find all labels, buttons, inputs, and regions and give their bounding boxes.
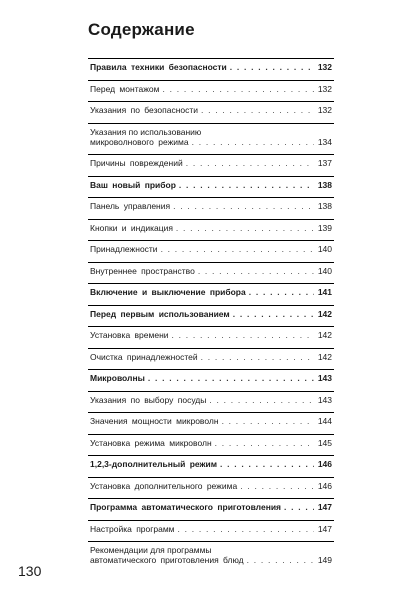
dot-leader bbox=[198, 266, 314, 276]
toc-entry bbox=[88, 305, 334, 327]
toc-entry-label: автоматического приготовления блюд bbox=[90, 555, 244, 565]
dot-leader bbox=[201, 352, 314, 362]
dot-leader bbox=[249, 287, 314, 297]
toc-entry bbox=[88, 348, 334, 370]
toc-entry-label-line: Рекомендации для программы bbox=[90, 545, 212, 555]
toc-entry-page: 138 bbox=[317, 201, 332, 211]
page-title: Содержание bbox=[88, 20, 195, 39]
toc-entry-label: Ваш новый прибор bbox=[90, 179, 176, 190]
toc-entry-label: Кнопки и индикация bbox=[90, 222, 173, 233]
dot-leader bbox=[161, 244, 314, 254]
toc-entry-label: Значения мощности микроволн bbox=[90, 416, 219, 426]
toc-entry bbox=[88, 520, 334, 542]
toc-entry-label: Очистка принадлежностей bbox=[90, 351, 198, 362]
toc-entry bbox=[88, 434, 334, 456]
toc-entry bbox=[88, 58, 334, 80]
dot-leader bbox=[240, 481, 314, 491]
toc-entry-page: 143 bbox=[317, 394, 332, 405]
toc-entry-label: Программа автоматического приготовления bbox=[90, 502, 282, 512]
toc-entry bbox=[88, 219, 334, 241]
toc-entry bbox=[88, 455, 334, 477]
dot-leader bbox=[215, 438, 314, 448]
dot-leader bbox=[179, 180, 314, 190]
dot-leader bbox=[247, 555, 314, 565]
toc-entry-page: 142 bbox=[317, 351, 332, 362]
toc-entry-page: 132 bbox=[317, 83, 332, 94]
toc-entry bbox=[88, 326, 334, 348]
dot-leader bbox=[173, 201, 314, 211]
dot-leader bbox=[230, 62, 314, 72]
toc-entry-label: Указания по безопасности bbox=[90, 105, 199, 115]
toc-entry bbox=[88, 80, 334, 102]
toc-entry-label: Внутреннее пространство bbox=[90, 265, 195, 276]
dot-leader bbox=[192, 137, 314, 147]
toc-entry-page: 146 bbox=[317, 459, 332, 469]
toc-entry bbox=[88, 101, 334, 123]
toc-entry bbox=[88, 262, 334, 284]
toc-entry bbox=[88, 391, 334, 413]
toc-entry-page: 138 bbox=[317, 179, 332, 190]
dot-leader bbox=[162, 84, 314, 94]
toc-entry-label-line: Указания по использованию bbox=[90, 126, 202, 137]
toc-entry bbox=[88, 197, 334, 219]
toc-entry-page: 146 bbox=[317, 480, 332, 491]
toc-entry-page: 140 bbox=[317, 265, 332, 276]
toc-entry-page: 142 bbox=[317, 330, 332, 340]
table-of-contents bbox=[88, 58, 334, 573]
toc-entry-label: Правила техники безопасности bbox=[90, 62, 227, 72]
toc-entry bbox=[88, 477, 334, 499]
toc-entry-label: Указания по выбору посуды bbox=[90, 394, 207, 405]
toc-entry bbox=[88, 541, 334, 573]
toc-entry-page: 149 bbox=[317, 555, 332, 565]
toc-entry-label: Принадлежности bbox=[90, 244, 158, 254]
dot-leader bbox=[233, 309, 314, 319]
dot-leader bbox=[148, 373, 314, 383]
dot-leader bbox=[220, 459, 314, 469]
toc-entry-label: Установка дополнительного режима bbox=[90, 480, 238, 491]
toc-entry-label: Установка времени bbox=[90, 330, 169, 340]
toc-entry bbox=[88, 154, 334, 176]
dot-leader bbox=[176, 223, 314, 233]
toc-entry-label: Установка режима микроволн bbox=[90, 437, 212, 448]
toc-entry-page: 147 bbox=[317, 523, 332, 534]
toc-entry-page: 140 bbox=[317, 244, 332, 254]
toc-entry bbox=[88, 369, 334, 391]
dot-leader bbox=[178, 524, 314, 534]
dot-leader bbox=[172, 330, 314, 340]
dot-leader bbox=[222, 416, 314, 426]
toc-entry-page: 132 bbox=[317, 62, 332, 72]
toc-entry bbox=[88, 123, 334, 155]
toc-entry-page: 139 bbox=[317, 222, 332, 233]
toc-entry-label: Причины повреждений bbox=[90, 158, 183, 168]
toc-entry-page: 134 bbox=[317, 136, 332, 147]
toc-entry bbox=[88, 412, 334, 434]
toc-entry-label: Перед монтажом bbox=[90, 83, 160, 94]
toc-entry-page: 141 bbox=[317, 287, 332, 297]
toc-entry-page: 142 bbox=[317, 308, 332, 319]
toc-entry-label: Включение и выключение прибора bbox=[90, 287, 246, 297]
toc-entry-page: 143 bbox=[317, 373, 332, 383]
toc-entry-page: 137 bbox=[317, 158, 332, 168]
dot-leader bbox=[284, 502, 314, 512]
toc-entry-page: 147 bbox=[317, 502, 332, 512]
toc-entry bbox=[88, 176, 334, 198]
dot-leader bbox=[186, 158, 314, 168]
page-number: 130 bbox=[18, 563, 42, 579]
toc-entry-page: 132 bbox=[317, 105, 332, 115]
dot-leader bbox=[209, 395, 314, 405]
toc-entry-label: Микроволны bbox=[90, 373, 145, 383]
toc-entry-label: 1,2,3-дополнительный режим bbox=[90, 459, 218, 469]
toc-entry-page: 144 bbox=[317, 416, 332, 426]
toc-entry bbox=[88, 283, 334, 305]
toc-entry-label: Настройка программ bbox=[90, 523, 175, 534]
toc-entry-label: Панель управления bbox=[90, 201, 171, 211]
toc-entry-label: микроволнового режима bbox=[90, 136, 189, 147]
toc-entry bbox=[88, 498, 334, 520]
dot-leader bbox=[201, 105, 314, 115]
toc-entry bbox=[88, 240, 334, 262]
toc-entry-label: Перед первым использованием bbox=[90, 308, 230, 319]
toc-entry-page: 145 bbox=[317, 437, 332, 448]
